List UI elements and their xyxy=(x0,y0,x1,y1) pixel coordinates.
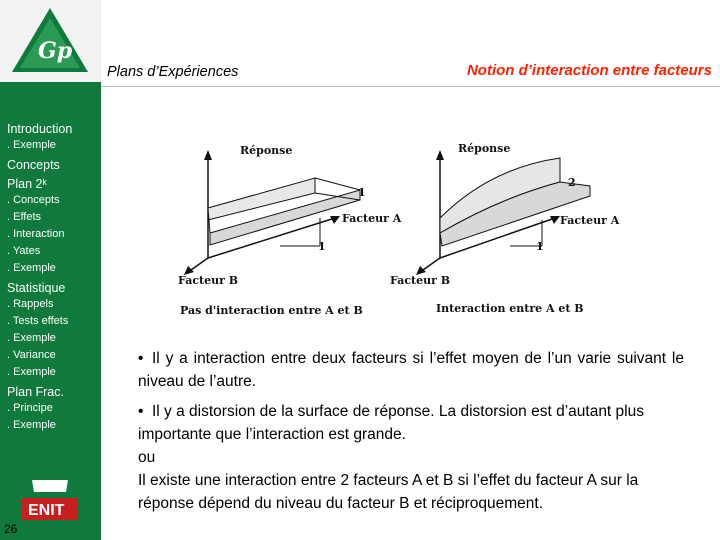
sidebar-item-introduction[interactable]: Introduction xyxy=(7,122,73,136)
bullet-1-text: Il y a interaction entre deux facteurs si l’effet moyen de l’un varie suivant le niveau de l’autre. xyxy=(138,350,684,390)
sidebar-item-exemple-var[interactable]: . Exemple xyxy=(7,366,56,378)
sidebar xyxy=(0,0,101,540)
right-caption: Interaction entre A et B xyxy=(436,302,584,315)
bullet-icon: • xyxy=(138,403,144,420)
interaction-diagram xyxy=(390,142,620,315)
sidebar-item-exemple-frac[interactable]: . Exemple xyxy=(7,419,56,431)
or-word: ou xyxy=(138,449,156,466)
header-divider xyxy=(101,86,720,87)
bullet-2-text: Il y a distorsion de la surface de réponse. La distorsion est d’autant plus importante que l’interaction est grande. xyxy=(138,403,644,443)
page-number: 26 xyxy=(4,522,18,536)
sidebar-item-plan-frac[interactable]: Plan Frac. xyxy=(7,385,64,399)
sidebar-item-principe[interactable]: . Principe xyxy=(7,402,53,414)
sidebar-item-concepts[interactable]: Concepts xyxy=(7,158,60,172)
course-title: Plans d’Expériences xyxy=(107,64,239,80)
sidebar-item-tests-effets[interactable]: . Tests effets xyxy=(7,315,69,327)
left-factor-b-label: Facteur B xyxy=(178,274,239,287)
sidebar-item-exemple-stat[interactable]: . Exemple xyxy=(7,332,56,344)
left-tick-bottom: 1 xyxy=(318,240,326,253)
bullet-2 xyxy=(138,400,684,515)
bullet-2-continuation: Il existe une interaction entre 2 facteurs A et B si l’effet du facteur A sur la réponse dépend du niveau du facteur B et réciproquement. xyxy=(138,472,639,512)
sidebar-item-exemple-2k[interactable]: . Exemple xyxy=(7,262,56,274)
svg-text:ENIT: ENIT xyxy=(28,502,65,519)
left-factor-a-label: Facteur A xyxy=(342,212,402,225)
right-factor-a-label: Facteur A xyxy=(560,214,620,227)
sidebar-item-statistique[interactable]: Statistique xyxy=(7,281,66,295)
sidebar-item-plan-2k[interactable]: Plan 2ᵏ xyxy=(7,177,47,191)
sidebar-item-rappels[interactable]: . Rappels xyxy=(7,298,54,310)
sidebar-item-interaction[interactable]: . Interaction xyxy=(7,228,65,240)
sidebar-item-yates[interactable]: . Yates xyxy=(7,245,41,257)
interaction-figure xyxy=(170,138,620,324)
sidebar-item-exemple[interactable]: . Exemple xyxy=(7,139,56,151)
bullet-1 xyxy=(138,347,684,393)
right-factor-b-label: Facteur B xyxy=(390,274,451,287)
gp-logo-icon xyxy=(0,0,101,82)
svg-text:Gp: Gp xyxy=(38,38,73,64)
no-interaction-diagram xyxy=(178,144,402,317)
left-tick-top: 1 xyxy=(358,186,366,199)
sidebar-nav xyxy=(0,120,101,434)
sidebar-item-concepts-sub[interactable]: . Concepts xyxy=(7,194,60,206)
sidebar-item-variance[interactable]: . Variance xyxy=(7,349,56,361)
bullet-icon: • xyxy=(138,350,144,367)
right-response-label: Réponse xyxy=(458,142,511,155)
enit-logo-icon xyxy=(20,478,80,522)
slide-title: Notion d’interaction entre facteurs xyxy=(466,62,712,79)
right-tick-top: 2 xyxy=(568,176,576,189)
left-caption: Pas d'interaction entre A et B xyxy=(180,304,363,317)
logo-area xyxy=(0,0,101,82)
left-response-label: Réponse xyxy=(240,144,293,157)
sidebar-item-effets[interactable]: . Effets xyxy=(7,211,42,223)
right-tick-bottom: 1 xyxy=(536,240,544,253)
